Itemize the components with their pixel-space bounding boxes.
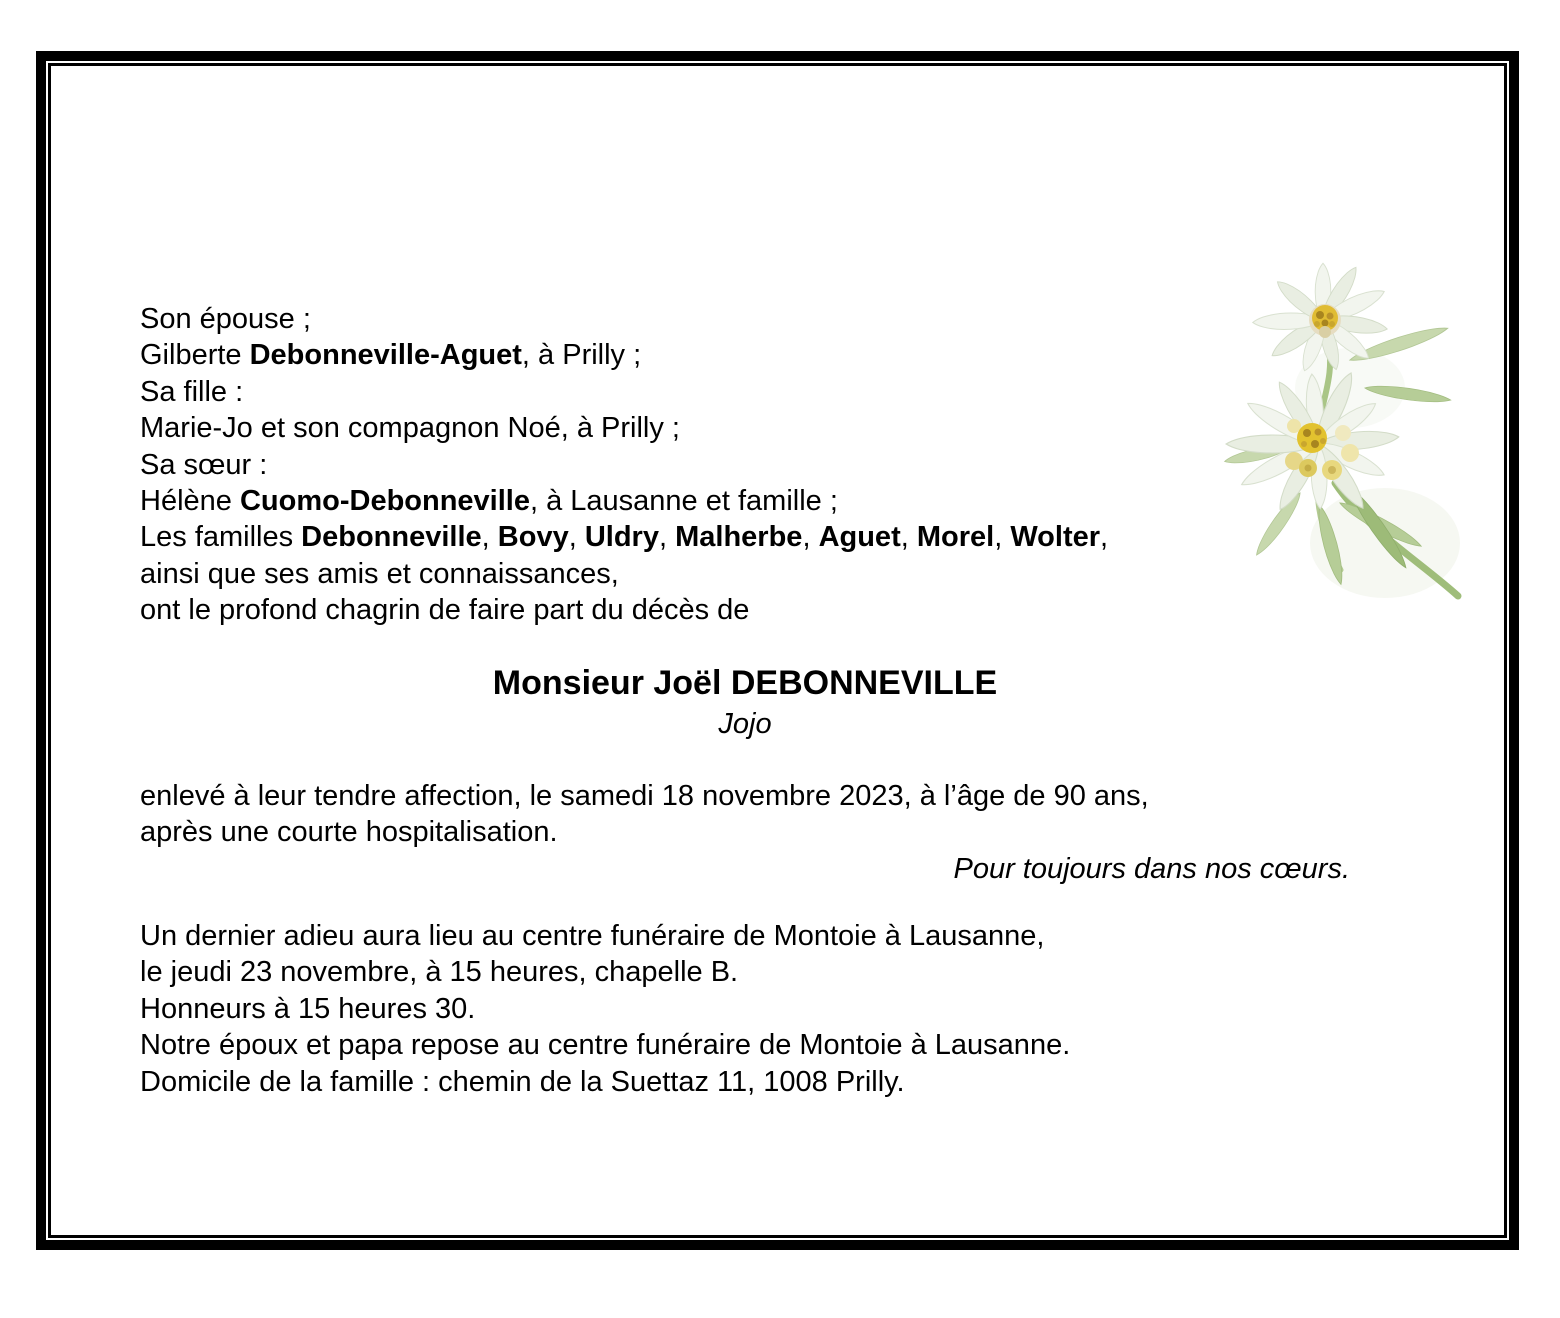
text-segment: ont le profond chagrin de faire part du décès de — [140, 594, 750, 627]
death-details-line — [140, 778, 1350, 814]
text-segment: Hélène — [140, 485, 240, 518]
text-segment: Gilberte — [140, 339, 250, 372]
death-details-block — [140, 778, 1350, 887]
family-line — [140, 519, 1350, 555]
text-segment: Domicile de la famille : chemin de la Suettaz 11, 1008 Prilly. — [140, 1065, 905, 1098]
family-line — [140, 301, 1350, 337]
text-segment: , — [994, 521, 1011, 554]
family-line — [140, 374, 1350, 410]
text-segment: ainsi que ses amis et connaissances, — [140, 557, 619, 590]
text-segment: Sa sœur : — [140, 448, 268, 481]
edelweiss-flowers-illustration — [1200, 248, 1505, 613]
text-segment: Notre époux et papa repose au centre funéraire de Montoie à Lausanne. — [140, 1029, 1071, 1062]
text-segment: après une courte hospitalisation. — [140, 816, 558, 849]
death-details-line — [140, 814, 1350, 850]
text-segment: Un dernier adieu aura lieu au centre funéraire de Montoie à Lausanne, — [140, 920, 1045, 952]
epitaph-line: Pour toujours dans nos cœurs. — [953, 852, 1350, 885]
text-segment: , — [481, 521, 498, 554]
surname-bold: Wolter — [1010, 521, 1101, 554]
deceased-nickname: Jojo — [718, 708, 772, 740]
family-line — [140, 337, 1350, 373]
text-segment: , à Prilly ; — [521, 339, 642, 372]
text-segment: , à Lausanne et famille ; — [529, 485, 838, 518]
surname-bold: Debonneville — [301, 521, 482, 554]
ceremony-details-block — [140, 918, 1350, 1100]
surname-bold: Uldry — [584, 521, 659, 554]
text-segment: , — [900, 521, 917, 554]
family-line — [140, 483, 1350, 519]
death-details-lines — [140, 778, 1350, 851]
surname-bold: Debonneville-Aguet — [249, 339, 522, 372]
text-segment: le jeudi 23 novembre, à 15 heures, chapelle B. — [140, 956, 739, 989]
text-segment: Marie-Jo et son compagnon Noé, à Prilly ; — [140, 412, 680, 445]
ceremony-line — [140, 991, 1350, 1027]
text-segment: , — [568, 521, 585, 554]
surname-bold: Morel — [916, 521, 995, 554]
text-segment: , — [1100, 521, 1109, 554]
text-segment: Sa fille : — [140, 375, 244, 408]
text-segment: , — [802, 521, 819, 554]
deceased-name: Monsieur Joël DEBONNEVILLE — [492, 664, 998, 702]
surname-bold: Aguet — [818, 521, 901, 554]
ceremony-line — [140, 1027, 1350, 1063]
surname-bold: Bovy — [497, 521, 569, 554]
deceased-name-block — [140, 662, 1350, 744]
surname-bold: Malherbe — [675, 521, 803, 554]
text-segment: Honneurs à 15 heures 30. — [140, 992, 476, 1025]
ceremony-line — [140, 1064, 1350, 1100]
text-segment: Les familles — [140, 521, 302, 554]
text-segment: Son épouse ; — [140, 303, 311, 335]
family-line — [140, 447, 1350, 483]
family-line — [140, 556, 1350, 592]
family-announcement-block — [140, 301, 1350, 629]
text-segment: enlevé à leur tendre affection, le samedi 18 novembre 2023, à l’âge de 90 ans, — [140, 780, 1149, 812]
text-segment: , — [658, 521, 676, 554]
surname-bold: Cuomo-Debonneville — [239, 485, 530, 518]
ceremony-line — [140, 954, 1350, 990]
edelweiss-flower-image — [1200, 248, 1505, 613]
family-line — [140, 592, 1350, 628]
family-line — [140, 410, 1350, 446]
ceremony-line — [140, 918, 1350, 954]
